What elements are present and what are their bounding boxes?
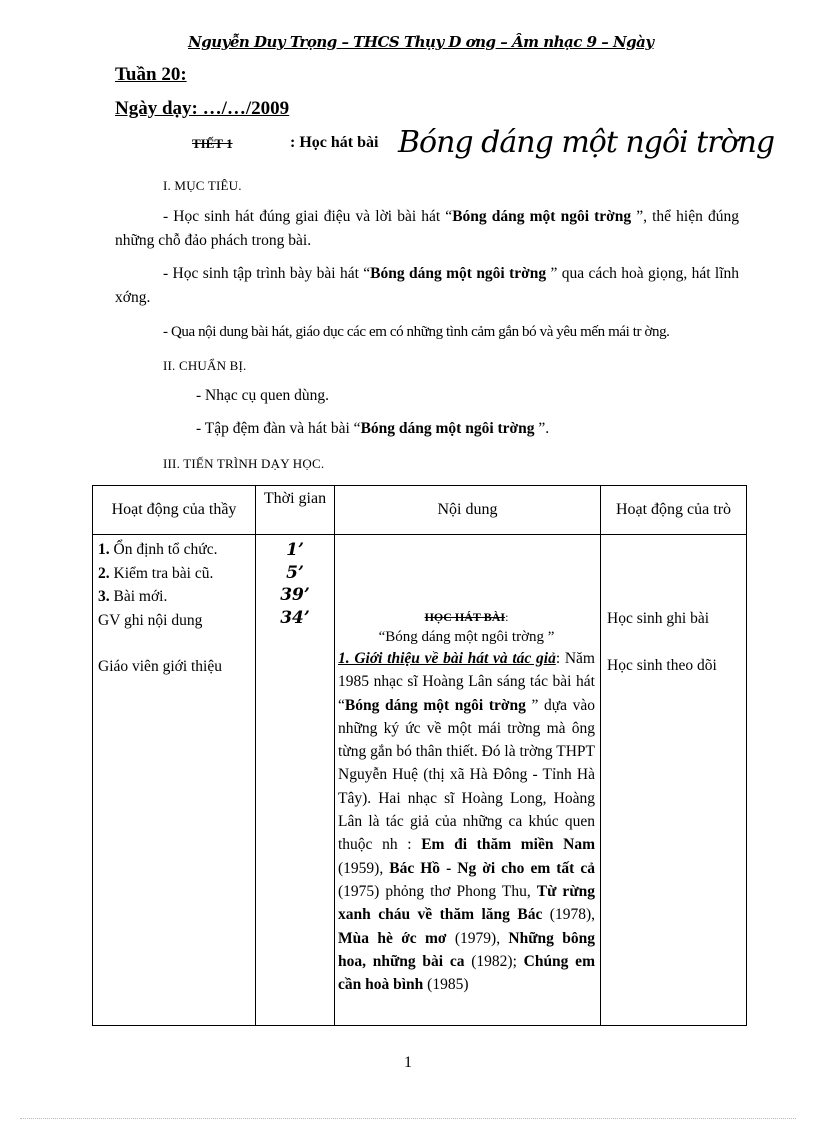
lesson-plan-table xyxy=(92,485,747,1026)
content-intro-paragraph: 1. Giới thiệu về bài hát và tác giả: Năm 1985 nhạc sĩ Hoàng Lân sáng tác bài hát “Bóng dáng một ngôi trờng ” dựa vào những ký ức về một mái trờng mà ông từng gắn bó thân thiết. Đó là trờng THPT Nguyễn Huệ (thị xã Hà Đông - Tỉnh Hà Tây). Hai nhạc sĩ Hoàng Long, Hoàng Lân là tác giả của những ca khúc quen thuộc nh : Em đi thăm miền Nam (1959), Bác Hồ - Ng ời cho em tất cả (1975) phỏng thơ Phong Thu, Từ rừng xanh cháu về thăm lăng Bác (1978), Mùa hè ớc mơ (1979), Những bông hoa, những bài ca (1982); Chúng em cần hoà bình (1985) xyxy=(338,650,595,994)
section-preparation-title: II. CHUẨN BỊ. xyxy=(163,358,247,373)
time-2: 5’ xyxy=(286,562,304,583)
objective-paragraph-2: - Học sinh tập trình bày bài hát “Bóng dáng một ngôi trờng ” qua cách hoà giọng, hát lĩnh xớng. xyxy=(115,265,740,306)
teacher-step-2: 2. Kiểm tra bài cũ. xyxy=(98,564,214,582)
lesson-song-title: Bóng dáng một ngôi trờng xyxy=(398,125,775,160)
preparation-item-2: - Tập đệm đàn và hát bài “Bóng dáng một ngôi trờng ”. xyxy=(196,420,550,437)
time-4: 34’ xyxy=(280,607,310,628)
teacher-step-5: Giáo viên giới thiệu xyxy=(98,658,222,675)
teacher-activity-cell xyxy=(93,535,256,1026)
objective-paragraph-1: - Học sinh hát đúng giai điệu và lời bài hát “Bóng dáng một ngôi trờng ”, thể hiện đúng những chỗ đảo phách trong bài. xyxy=(115,208,739,249)
objective-paragraph-3: - Qua nội dung bài hát, giáo dục các em có những tình cảm gắn bó và yêu mến mái tr ờng. xyxy=(163,324,670,340)
teacher-step-3: 3. Bài mới. xyxy=(98,588,168,605)
section-process-title: III. TIẾN TRÌNH DẠY HỌC. xyxy=(163,456,325,471)
page-number: 1 xyxy=(404,1054,412,1071)
time-1: 1’ xyxy=(286,540,304,560)
teaching-date: Ngày dạy: …/…/2009 xyxy=(115,98,290,119)
document-header: Nguyễn Duy Trọng – THCS Thụy D ơng – Âm nhạc 9 – Ngày xyxy=(188,33,654,51)
student-step-2: Học sinh theo dõi xyxy=(607,656,717,674)
page-bottom-divider xyxy=(20,1118,796,1119)
header-teacher-activity: Hoạt động của thầy xyxy=(93,486,256,535)
preparation-item-1: - Nhạc cụ quen dùng. xyxy=(196,387,329,404)
content-heading: HỌC HÁT BÀI: xyxy=(424,610,509,624)
week-label: Tuần 20: xyxy=(115,64,187,85)
student-step-1: Học sinh ghi bài xyxy=(607,610,710,627)
time-cell xyxy=(256,535,335,1026)
content-song-line: “Bóng dáng một ngôi trờng ” xyxy=(378,629,555,645)
header-content: Nội dung xyxy=(335,486,601,535)
lesson-tag: TIẾT 1 xyxy=(192,136,233,151)
teacher-step-4: GV ghi nội dung xyxy=(98,611,203,629)
header-student-activity: Hoạt động của trò xyxy=(601,486,747,535)
teacher-step-1: 1. Ổn định tổ chức. xyxy=(98,541,218,558)
lesson-prefix: : Học hát bài xyxy=(290,134,379,151)
header-time: Thời gian xyxy=(256,486,335,535)
student-activity-cell xyxy=(601,535,747,1026)
section-objectives-title: I. MỤC TIÊU. xyxy=(163,178,242,193)
time-3: 39’ xyxy=(280,585,310,605)
content-cell xyxy=(335,535,601,1026)
